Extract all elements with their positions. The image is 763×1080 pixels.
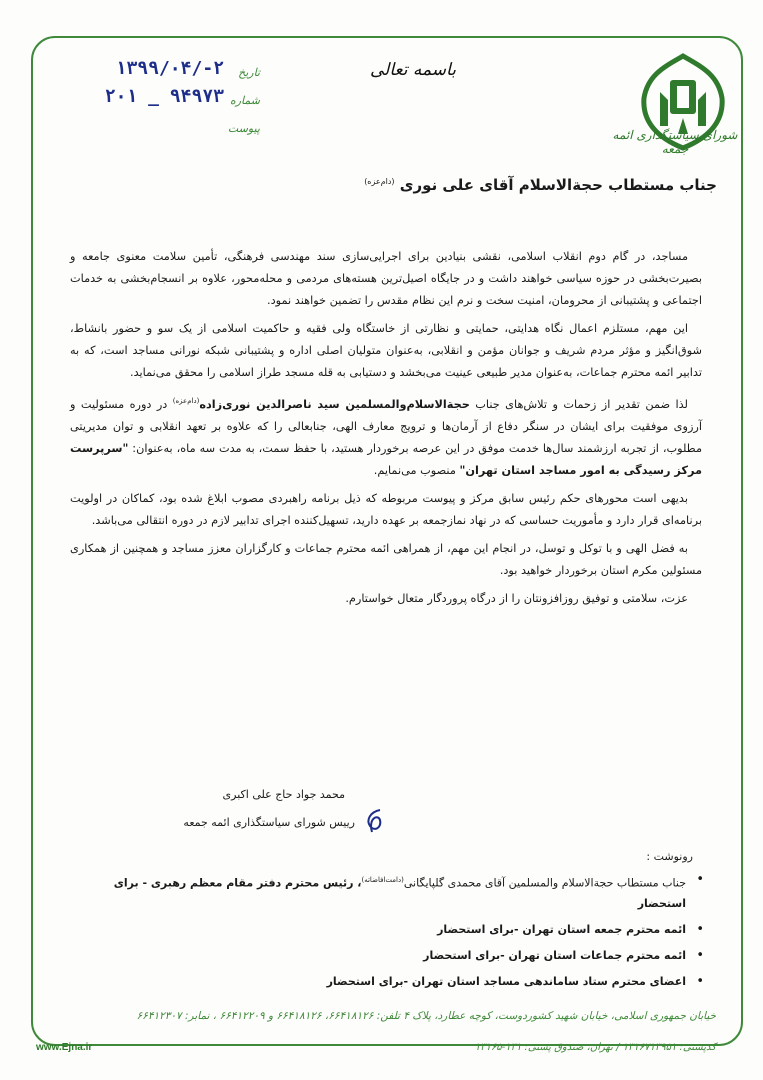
letter-meta (60, 58, 260, 142)
footer-postal: کدپستی: ۱۳۱۶۷۱۳۹۵۱ / تهران، صندوق پستی: ۱۳۱-۱۳۱۶۵ (474, 1042, 716, 1053)
cc-item (70, 870, 690, 914)
paragraph-1: مساجد، در گام دوم انقلاب اسلامی، نقشی بنیادین برای اجرایی‌سازی سند مهندسی فرهنگی، تأمین سلامت معنوی جامعه و بصیرت‌بخشی در حوزه سیاسی خواهند داشت و در جایگاه اصیل‌ترین هسته‌های مردمی و محله‌محور، علاوه بر انسجام‌بخشی به خدمات اجتماعی و پشتیبانی از محرومان، امنیت سخت و نرم این نظام مقدس را تضمین خواهند نمود. (70, 250, 702, 307)
cc-item-1-honorific: (دامت‌افاضاته) (361, 876, 404, 884)
cc-item-4: اعضای محترم ستاد ساماندهی مساجد استان تهران -برای استحضار (326, 974, 686, 988)
paragraph-4: بدیهی است محورهای حکم رئیس سابق مرکز و پیوست مربوطه که ذیل برنامه راهبردی مصوب ابلاغ شده بود، کماکان در اولویت برنامه‌ای قرار دارد و مأموریت حساسی که در نهاد نمازجمعه بر عهده دارید، تسهیل‌کننده اجرای تدابیر لازم در دوره انتقالی می‌باشد. (70, 491, 702, 527)
cc-list (70, 870, 690, 998)
salutation-honorific: (دام‌عزه) (364, 177, 395, 186)
signer-name: محمد جواد حاج علی اکبری (222, 788, 345, 801)
logo-caption: شورای سیاستگذاری ائمه جمعه (612, 128, 738, 156)
paragraph-6: عزت، سلامتی و توفیق روزافزونتان را از درگاه پروردگار متعال خواستارم. (345, 591, 688, 605)
paragraph-2: این مهم، مستلزم اعمال نگاه هدایتی، حمایتی و نظارتی از خاستگاه ولی فقیه و حاکمیت اسلامی از یک سو و حضور بانشاط، شوق‌انگیز و مؤثر مردم شریف و جوانان مؤمن و انقلابی، به‌عنوان متولیان اصلی اداره و پشتیبانی شبکه نورانی مساجد است، که به تدابیر ائمه محترم جماعات، به‌عنوان مدیر طبیعی عینیت می‌بخشد و دستیابی به قله مسجد طراز اسلامی را محقق می‌نماید. (70, 322, 702, 379)
date-row (60, 58, 260, 86)
cc-item-3: ائمه محترم جماعات استان تهران -برای استحضار (423, 948, 686, 962)
paragraph-3-intro: لذا ضمن تقدیر از زحمات و تلاش‌های جناب (469, 397, 689, 411)
salutation (364, 176, 717, 194)
website-link[interactable]: www.Ejna.ir (36, 1042, 93, 1053)
cc-heading: رونوشت : (646, 850, 693, 863)
attachment-row (60, 114, 260, 142)
number-value: ۲۰۱ _ ۹۴۹۷۳ (104, 86, 224, 107)
handwritten-signature-icon (360, 806, 390, 836)
date-value: ۱۳۹۹/۰۴/-۲ (115, 58, 224, 79)
paragraph-3-middle: در دوره مسئولیت و آرزوی موفقیت برای ایشان در سنگر دفاع از آرمان‌ها و ترویج معارف الهی، جنابعالی را که علاوه بر تعهد انقلابی و توان مدیریتی مطلوب، از تجربه ارزشمند سال‌ها خدمت موفق در این عرصه برخوردار هستید، با حفظ سمت، به مدت سه ماه، به‌عنوان: (70, 397, 702, 455)
salutation-text: جناب مستطاب حجةالاسلام آقای علی نوری (399, 176, 717, 194)
cc-item (70, 972, 690, 992)
cc-item (70, 946, 690, 966)
letterhead (40, 40, 740, 160)
number-row (60, 86, 260, 114)
date-label: تاریخ (238, 66, 260, 79)
signer-title: رییس شورای سیاستگذاری ائمه جمعه (183, 816, 355, 829)
attachment-label: پیوست (227, 122, 260, 135)
cc-item-2: ائمه محترم جمعه استان تهران -برای استحضار (437, 922, 686, 936)
paragraph-3 (70, 390, 702, 482)
number-label: شماره (229, 94, 260, 107)
predecessor-name: حجةالاسلام‌والمسلمین سید ناصرالدین نوری‌زاده (199, 397, 470, 411)
cc-item-1-end: ، رئیس محترم دفتر مقام معظم رهبری - برای استحضار (113, 876, 686, 910)
cc-item-1-start: جناب مستطاب حجةالاسلام والمسلمین آقای محمدی گلپایگانی (403, 876, 686, 890)
appointed-position: "سرپرست مرکز رسیدگی به امور مساجد استان تهران" (70, 441, 702, 477)
letter-body (70, 246, 702, 616)
paragraph-5: به فضل الهی و با توکل و توسل، در انجام این مهم، از همراهی ائمه محترم جماعات و کارگزاران معزز مساجد و همچنین از همکاری مسئولین مکرم استان برخوردار خواهید بود. (70, 541, 702, 577)
footer-bar (36, 1042, 716, 1058)
bismillah-heading: باسمه تعالی (370, 60, 456, 80)
footer-address: خیابان جمهوری اسلامی، خیابان شهید کشوردوست، کوچه عطارد، پلاک ۴ تلفن: ۶۶۴۱۸۱۲۶، ۶۶۴۱۸۱۲۶ و ۶۶۴۱۲۲۰۹ ، نمابر: ۶۶۴۱۲۳۰۷ (136, 1010, 716, 1022)
paragraph-3-end: منصوب می‌نمایم. (373, 463, 460, 477)
predecessor-honorific: (دام‌عزه) (172, 397, 200, 405)
signature-block (0, 788, 763, 838)
cc-item (70, 920, 690, 940)
